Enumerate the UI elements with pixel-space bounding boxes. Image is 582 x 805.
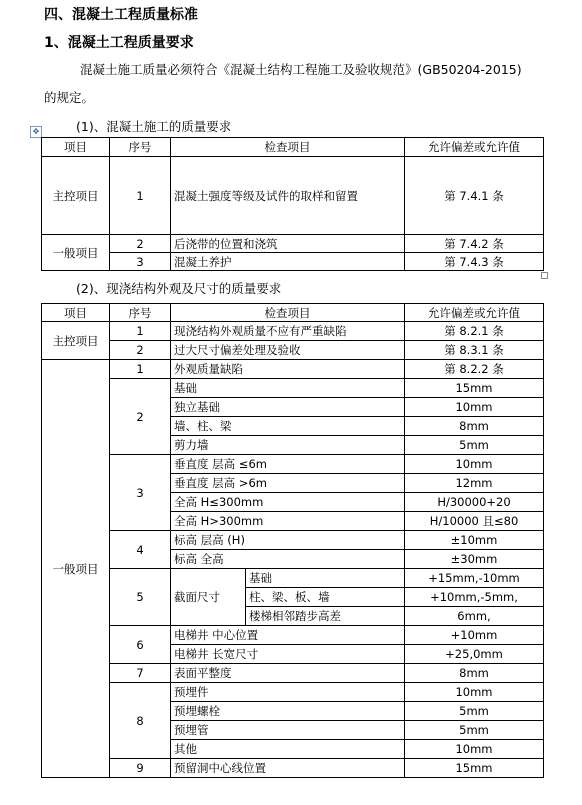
value-cell: 第 8.2.2 条	[405, 360, 544, 379]
item-cell: 截面尺寸	[171, 569, 246, 626]
table-row	[42, 253, 544, 271]
table-resize-handle[interactable]	[541, 272, 548, 279]
subitem-cell: 楼梯相邻踏步高差	[246, 607, 405, 626]
item-cell: 垂直度 层高 ≤6m	[171, 455, 405, 474]
value-cell: 10mm	[405, 683, 544, 702]
value-cell: 第 8.2.1 条	[405, 322, 544, 341]
table-row	[42, 626, 544, 645]
table-row	[42, 664, 544, 683]
value-cell: 第 7.4.1 条	[405, 157, 544, 235]
header-cell: 允许偏差或允许值	[405, 138, 544, 157]
value-cell: 第 7.4.2 条	[405, 235, 544, 253]
concrete-construction-table	[41, 137, 544, 271]
item-cell: 后浇带的位置和浇筑	[171, 235, 405, 253]
table-row	[42, 322, 544, 341]
item-cell: 标高 全高	[171, 550, 405, 569]
no-cell: 4	[110, 531, 171, 569]
no-cell: 2	[110, 379, 171, 455]
header-cell: 允许偏差或允许值	[405, 304, 544, 322]
value-cell: 10mm	[405, 740, 544, 759]
item-cell: 电梯井 长宽尺寸	[171, 645, 405, 664]
item-cell: 外观质量缺陷	[171, 360, 405, 379]
value-cell: ±30mm	[405, 550, 544, 569]
value-cell: 8mm	[405, 417, 544, 436]
value-cell: 8mm	[405, 664, 544, 683]
table-row	[42, 759, 544, 778]
no-cell: 2	[110, 341, 171, 360]
item-cell: 其他	[171, 740, 405, 759]
value-cell: H/10000 且≤80	[405, 512, 544, 531]
paragraph-line-1: 混凝土施工质量必须符合《混凝土结构工程施工及验收规范》(GB50204-2015)	[80, 62, 522, 77]
no-cell: 2	[110, 235, 171, 253]
header-cell: 序号	[110, 304, 171, 322]
item-cell: 预埋管	[171, 721, 405, 740]
paragraph-line-2: 的规定。	[44, 90, 95, 105]
value-cell: 5mm	[405, 702, 544, 721]
item-cell: 现浇结构外观质量不应有严重缺陷	[171, 322, 405, 341]
table-row	[42, 341, 544, 360]
value-cell: 15mm	[405, 759, 544, 778]
item-cell: 全高 H≤300mm	[171, 493, 405, 512]
no-cell: 8	[110, 683, 171, 759]
value-cell: +10mm,-5mm,	[405, 588, 544, 607]
item-cell: 基础	[171, 379, 405, 398]
group-cell: 一般项目	[42, 360, 110, 778]
subsection-heading: 1、混凝土工程质量要求	[44, 35, 194, 51]
item-cell: 电梯井 中心位置	[171, 626, 405, 645]
move-cross-icon[interactable]: ✥	[30, 126, 42, 138]
no-cell: 6	[110, 626, 171, 664]
table-row	[42, 235, 544, 253]
no-cell: 3	[110, 253, 171, 271]
group-cell: 主控项目	[42, 157, 110, 235]
item-cell: 墙、柱、梁	[171, 417, 405, 436]
table-header-row	[42, 138, 544, 157]
header-cell: 检查项目	[171, 304, 405, 322]
value-cell: H/30000+20	[405, 493, 544, 512]
table-row	[42, 157, 544, 235]
value-cell: 6mm,	[405, 607, 544, 626]
item-cell: 标高 层高 (H)	[171, 531, 405, 550]
item-cell: 预留洞中心线位置	[171, 759, 405, 778]
table-row	[42, 569, 544, 588]
value-cell: 10mm	[405, 398, 544, 417]
subitem-cell: 基础	[246, 569, 405, 588]
no-cell: 5	[110, 569, 171, 626]
table1-caption: (1)、混凝土施工的质量要求	[76, 119, 232, 134]
table-row	[42, 360, 544, 379]
table-row	[42, 531, 544, 550]
group-cell: 主控项目	[42, 322, 110, 360]
header-cell: 检查项目	[171, 138, 405, 157]
item-cell: 全高 H>300mm	[171, 512, 405, 531]
header-cell: 序号	[110, 138, 171, 157]
no-cell: 3	[110, 455, 171, 531]
table-row	[42, 683, 544, 702]
subitem-cell: 柱、梁、板、墙	[246, 588, 405, 607]
no-cell: 9	[110, 759, 171, 778]
item-cell: 混凝土强度等级及试件的取样和留置	[171, 157, 405, 235]
value-cell: 第 7.4.3 条	[405, 253, 544, 271]
item-cell: 过大尺寸偏差处理及验收	[171, 341, 405, 360]
no-cell: 1	[110, 360, 171, 379]
item-cell: 混凝土养护	[171, 253, 405, 271]
cast-in-place-structure-table	[41, 303, 544, 778]
value-cell: 10mm	[405, 455, 544, 474]
group-cell: 一般项目	[42, 235, 110, 271]
value-cell: ±10mm	[405, 531, 544, 550]
table-row	[42, 455, 544, 474]
header-cell: 项目	[42, 304, 110, 322]
item-cell: 垂直度 层高 >6m	[171, 474, 405, 493]
section-heading: 四、混凝土工程质量标准	[44, 7, 198, 23]
item-cell: 预埋件	[171, 683, 405, 702]
value-cell: 15mm	[405, 379, 544, 398]
item-cell: 预埋螺栓	[171, 702, 405, 721]
header-cell: 项目	[42, 138, 110, 157]
table-header-row	[42, 304, 544, 322]
value-cell: +25,0mm	[405, 645, 544, 664]
no-cell: 7	[110, 664, 171, 683]
item-cell: 表面平整度	[171, 664, 405, 683]
no-cell: 1	[110, 157, 171, 235]
item-cell: 独立基础	[171, 398, 405, 417]
value-cell: 12mm	[405, 474, 544, 493]
value-cell: +15mm,-10mm	[405, 569, 544, 588]
value-cell: 5mm	[405, 436, 544, 455]
value-cell: +10mm	[405, 626, 544, 645]
table-row	[42, 379, 544, 398]
table2-caption: (2)、现浇结构外观及尺寸的质量要求	[76, 281, 282, 296]
value-cell: 5mm	[405, 721, 544, 740]
item-cell: 剪力墙	[171, 436, 405, 455]
value-cell: 第 8.3.1 条	[405, 341, 544, 360]
no-cell: 1	[110, 322, 171, 341]
